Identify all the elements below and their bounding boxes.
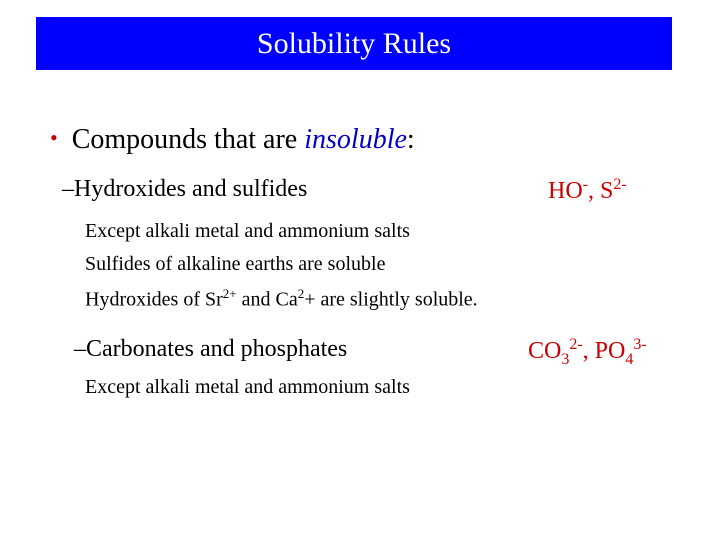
formula-sep: , [588, 178, 600, 204]
formula-po-charge: 3- [633, 336, 647, 353]
main-bullet [50, 124, 415, 156]
group-heading-hydroxides: –Hydroxides and sulfides [62, 176, 308, 202]
note3-part1: Hydroxides of Sr [85, 288, 223, 311]
note3-ca-charge: 2 [297, 286, 305, 301]
formula-co-sub: 3 [561, 350, 570, 368]
formula-co-charge: 2- [569, 336, 583, 353]
formula-ho-charge: - [582, 176, 588, 193]
bullet-dot-icon: • [50, 125, 58, 150]
note-except-alkali-2: Except alkali metal and ammonium salts [85, 376, 410, 398]
formula-hydroxide-sulfide [548, 176, 627, 205]
bullet-colon: : [406, 124, 415, 155]
bullet-text: Compounds that are [71, 124, 305, 155]
group-heading-carbonates: –Carbonates and phosphates [74, 336, 348, 362]
note-hydroxides-slightly [85, 286, 478, 312]
formula-s-charge: 2- [613, 176, 627, 193]
note3-part2: and Ca [236, 288, 298, 311]
formula-ho: HO [548, 178, 583, 204]
slide-title-bar [36, 17, 672, 70]
note3-part3: + are slightly soluble. [304, 288, 478, 311]
formula-po: PO [594, 338, 626, 364]
bullet-emphasis: insoluble [304, 124, 407, 155]
formula-po-sub: 4 [625, 350, 634, 368]
formula-co: CO [528, 338, 562, 364]
note3-sr-charge: 2+ [222, 286, 237, 301]
formula-sep-2: , [582, 338, 595, 364]
note-sulfides-soluble: Sulfides of alkaline earths are soluble [85, 253, 386, 275]
formula-carbonate-phosphate [528, 336, 647, 369]
formula-s: S [600, 178, 614, 204]
note-except-alkali-1: Except alkali metal and ammonium salts [85, 220, 410, 242]
slide-title: Solubility Rules [256, 26, 452, 60]
